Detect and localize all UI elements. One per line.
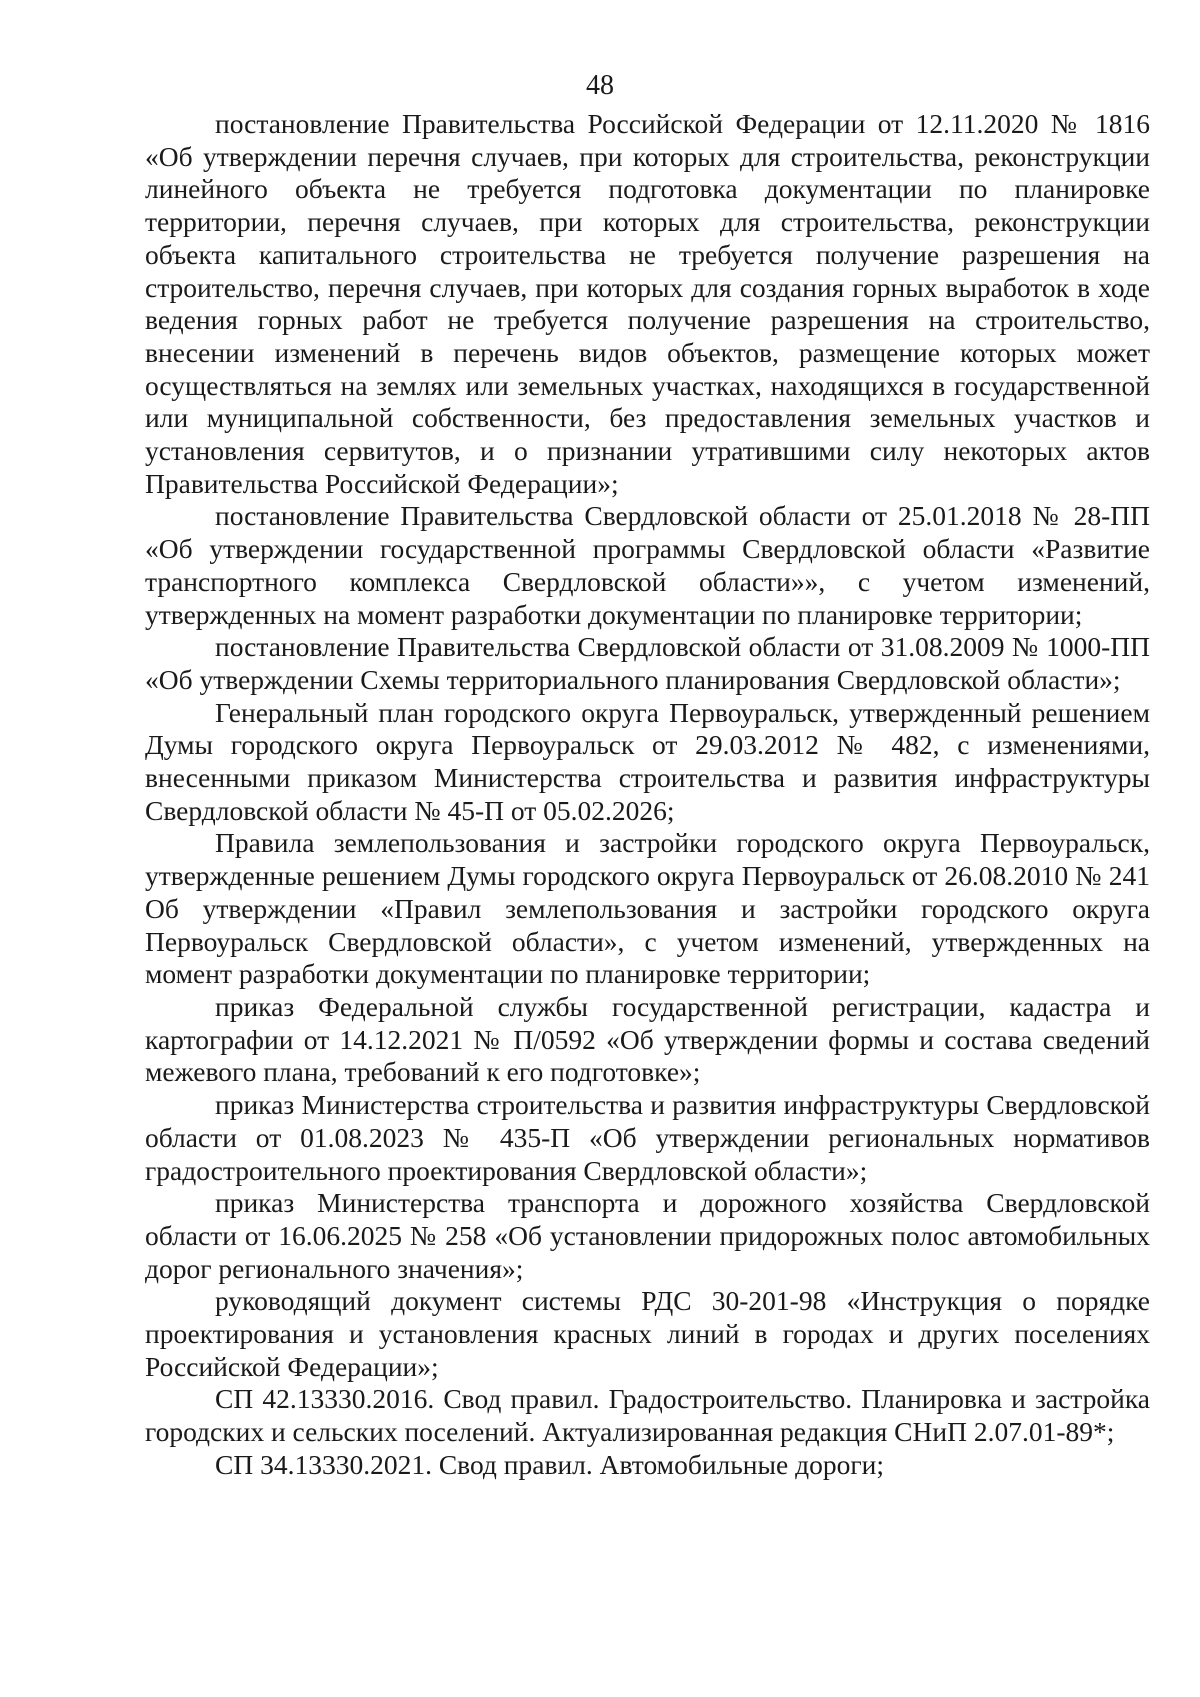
paragraph-government-decree-1816: постановление Правительства Российской Федерации от 12.11.2020 № 1816 «Об утверждении перечня случаев, при которых для строительства, реконструкции линейного объекта не требуется подготовка документации по планировке территории, перечня случаев, при которых для строительства, реконструкции объекта капитального строительства не требуется получение разрешения на строительство, перечня случаев, при которых для создания горных выработок в ходе ведения горных работ не требуется получение разрешения на строительство, внесении изменений в перечень видов объектов, размещение которых может осуществляться на землях или земельных участках, находящихся в государственной или муниципальной собственности, без предоставления земельных участков и установления сервитутов, и о признании утратившими силу некоторых актов Правительства Российской Федерации»; <box>145 108 1150 499</box>
paragraph-rds-guideline: руководящий документ системы РДС 30-201-98 «Инструкция о порядке проектирования и установления красных линий в городах и других поселениях Российской Федерации»; <box>145 1285 1150 1382</box>
paragraph-transport-ministry-order: приказ Министерства транспорта и дорожного хозяйства Свердловской области от 16.06.2025 № 258 «Об установлении придорожных полос автомобильных дорог регионального значения»; <box>145 1187 1150 1284</box>
paragraph-rosreestr-order: приказ Федеральной службы государственной регистрации, кадастра и картографии от 14.12.2021 № П/0592 «Об утверждении формы и состава сведений межевого плана, требований к его подготовке»; <box>145 990 1150 1088</box>
paragraph-sp-42: СП 42.13330.2016. Свод правил. Градостроительство. Планировка и застройка городских и сельских поселений. Актуализированная редакция СНиП 2.07.01-89*; <box>145 1383 1150 1448</box>
page-number: 48 <box>586 70 614 101</box>
paragraph-general-plan: Генеральный план городского округа Первоуральск, утвержденный решением Думы городского округа Первоуральск от 29.03.2012 № 482, с изменениями, внесенными приказом Министерства строительства и развития инфраструктуры Свердловской области № 45-П от 05.02.2026; <box>145 696 1150 826</box>
paragraph-construction-ministry-order: приказ Министерства строительства и развития инфраструктуры Свердловской области от 01.08.2023 № 435-П «Об утверждении региональных нормативов градостроительного проектирования Свердловской области»; <box>145 1089 1150 1186</box>
paragraph-sverdlovsk-decree-1000pp: постановление Правительства Свердловской области от 31.08.2009 № 1000-ПП «Об утверждении Схемы территориального планирования Свердловской области»; <box>145 631 1150 695</box>
paragraph-land-use-rules: Правила землепользования и застройки городского округа Первоуральск, утвержденные решением Думы городского округа Первоуральск от 26.08.2010 № 241 Об утверждении «Правил землепользования и застройки городского округа Первоуральск Свердловской области», с учетом изменений, утвержденных на момент разработки документации по планировке территории; <box>145 827 1150 990</box>
paragraph-sp-34: СП 34.13330.2021. Свод правил. Автомобильные дороги; <box>215 1448 884 1480</box>
paragraph-sverdlovsk-decree-28pp: постановление Правительства Свердловской области от 25.01.2018 № 28-ПП «Об утверждении государственной программы Свердловской области «Развитие транспортного комплекса Свердловской области»», с учетом изменений, утвержденных на момент разработки документации по планировке территории; <box>145 500 1150 630</box>
document-body <box>145 108 1150 1482</box>
